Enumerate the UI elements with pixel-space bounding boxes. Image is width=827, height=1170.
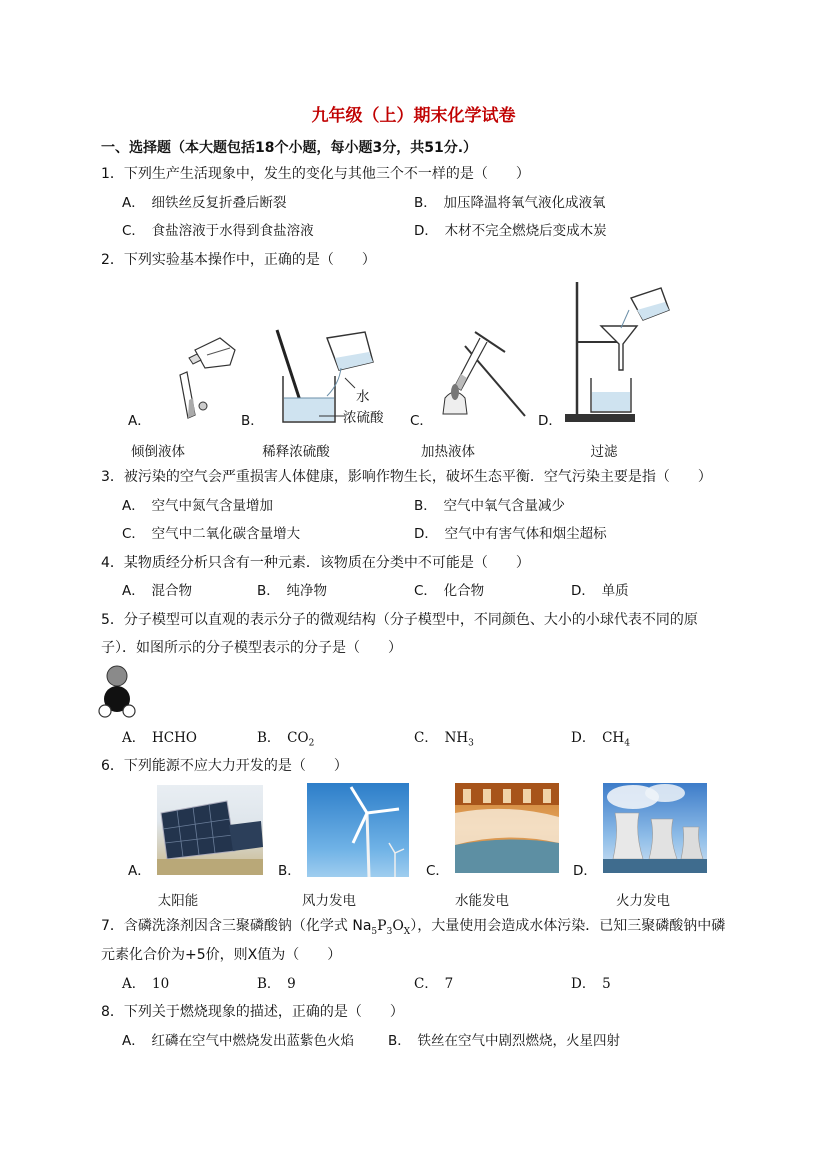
q5-option-c-text: C． NH bbox=[414, 730, 469, 746]
section-heading: 一、选择题（本大题包括18个小题，每小题3分，共51分.） bbox=[101, 140, 478, 156]
wind-turbine-photo bbox=[307, 783, 409, 877]
molecule-model-illustration bbox=[97, 665, 139, 719]
q5-option-b[interactable] bbox=[257, 729, 314, 753]
question-2-stem: 2．下列实验基本操作中，正确的是（ ） bbox=[101, 252, 376, 268]
label-water: 水 bbox=[356, 389, 370, 405]
q4-option-c[interactable]: C． 化合物 bbox=[414, 583, 485, 599]
q6-caption-d: 火力发电 bbox=[616, 893, 670, 909]
label-sulfuric-acid: 浓硫酸 bbox=[343, 410, 384, 426]
q4-option-b[interactable]: B． 纯净物 bbox=[257, 583, 328, 599]
q5-option-c-subscript: 3 bbox=[468, 738, 474, 749]
q1-option-c[interactable]: C． 食盐溶液于水得到食盐溶液 bbox=[122, 223, 314, 239]
q3-option-c[interactable]: C． 空气中二氧化碳含量增大 bbox=[122, 526, 301, 542]
q5-option-b-subscript: 2 bbox=[308, 738, 315, 749]
question-4-stem: 4．某物质经分析只含有一种元素．该物质在分类中不可能是（ ） bbox=[101, 555, 530, 571]
question-1-stem: 1．下列生产生活现象中，发生的变化与其他三个不一样的是（ ） bbox=[101, 166, 530, 182]
question-7-stem-line-1 bbox=[101, 917, 725, 941]
q2-caption-c: 加热液体 bbox=[421, 444, 475, 460]
q3-option-b[interactable]: B． 空气中氧气含量减少 bbox=[414, 498, 566, 514]
q5-option-a[interactable]: A． HCHO bbox=[122, 730, 197, 746]
q1-option-a[interactable]: A． 细铁丝反复折叠后断裂 bbox=[122, 195, 287, 211]
thermal-power-photo bbox=[603, 783, 707, 873]
q7-option-a[interactable]: A． 10 bbox=[122, 976, 170, 992]
question-3-stem: 3．被污染的空气会严重损害人体健康，影响作物生长，破坏生态平衡．空气污染主要是指（ ） bbox=[101, 469, 712, 485]
question-5-stem-line-1: 5．分子模型可以直观的表示分子的微观结构（分子模型中，不同颜色、大小的小球代表不同的原 bbox=[101, 612, 698, 628]
page-title: 九年级（上）期末化学试卷 bbox=[311, 106, 516, 126]
q7-option-c[interactable]: C． 7 bbox=[414, 976, 454, 992]
q5-option-b-text: B． CO bbox=[257, 730, 309, 746]
q6-caption-a: 太阳能 bbox=[157, 893, 199, 909]
q2-option-a[interactable]: A． bbox=[128, 413, 151, 429]
q6-option-a[interactable]: A． bbox=[128, 863, 151, 879]
pouring-liquid-illustration bbox=[175, 330, 245, 420]
q2-caption-d: 过滤 bbox=[590, 444, 618, 460]
q1-option-d[interactable]: D． 木材不完全燃烧后变成木炭 bbox=[414, 223, 607, 239]
q7-stem-part-4: ），大量使用会造成水体污染．已知三聚磷酸钠中磷 bbox=[410, 918, 726, 934]
q7-sub-3: X bbox=[403, 926, 411, 937]
q1-option-b[interactable]: B． 加压降温将氧气液化成液氧 bbox=[414, 195, 606, 211]
question-6-stem: 6．下列能源不应大力开发的是（ ） bbox=[101, 758, 348, 774]
q6-caption-b: 风力发电 bbox=[302, 893, 356, 909]
q2-option-b[interactable]: B． bbox=[241, 413, 264, 429]
q7-sub-2: 3 bbox=[386, 926, 393, 937]
q5-option-d[interactable] bbox=[571, 729, 630, 753]
question-5-stem-line-2: 子）．如图所示的分子模型表示的分子是（ ） bbox=[101, 640, 402, 656]
heating-liquid-illustration bbox=[435, 328, 535, 423]
q2-caption-b: 稀释浓硫酸 bbox=[262, 444, 330, 460]
question-7-stem-line-2: 元素化合价为+5价，则X值为（ ） bbox=[101, 947, 342, 963]
q7-stem-part-2: P bbox=[377, 918, 387, 934]
q4-option-d[interactable]: D． 单质 bbox=[571, 583, 629, 599]
solar-panel-photo bbox=[157, 785, 263, 875]
q5-option-d-text: D． CH bbox=[571, 730, 625, 746]
question-8-stem: 8．下列关于燃烧现象的描述，正确的是（ ） bbox=[101, 1004, 404, 1020]
q7-sub-1: 5 bbox=[371, 926, 378, 937]
filtration-illustration bbox=[565, 280, 675, 425]
q7-stem-part-1: 7．含磷洗涤剂因含三聚磷酸钠（化学式 Na bbox=[101, 918, 372, 934]
q7-option-b[interactable]: B． 9 bbox=[257, 976, 296, 992]
q6-option-b[interactable]: B． bbox=[278, 863, 301, 879]
q8-option-a[interactable]: A． 红磷在空气中燃烧发出蓝紫色火焰 bbox=[122, 1033, 354, 1049]
q4-option-a[interactable]: A． 混合物 bbox=[122, 583, 192, 599]
q6-option-c[interactable]: C． bbox=[426, 863, 449, 879]
q2-option-d[interactable]: D． bbox=[538, 413, 562, 429]
q6-caption-c: 水能发电 bbox=[455, 893, 509, 909]
q7-stem-part-3: O bbox=[392, 918, 404, 934]
q2-caption-a: 倾倒液体 bbox=[131, 444, 185, 460]
q3-option-a[interactable]: A． 空气中氮气含量增加 bbox=[122, 498, 273, 514]
q7-option-d[interactable]: D． 5 bbox=[571, 976, 611, 992]
q5-option-d-subscript: 4 bbox=[624, 738, 630, 749]
q6-option-d[interactable]: D． bbox=[573, 863, 597, 879]
q2-option-c[interactable]: C． bbox=[410, 413, 433, 429]
q5-option-c[interactable] bbox=[414, 729, 474, 753]
q3-option-d[interactable]: D． 空气中有害气体和烟尘超标 bbox=[414, 526, 607, 542]
hydropower-photo bbox=[455, 783, 559, 873]
q8-option-b[interactable]: B． 铁丝在空气中剧烈燃烧，火星四射 bbox=[388, 1033, 621, 1049]
